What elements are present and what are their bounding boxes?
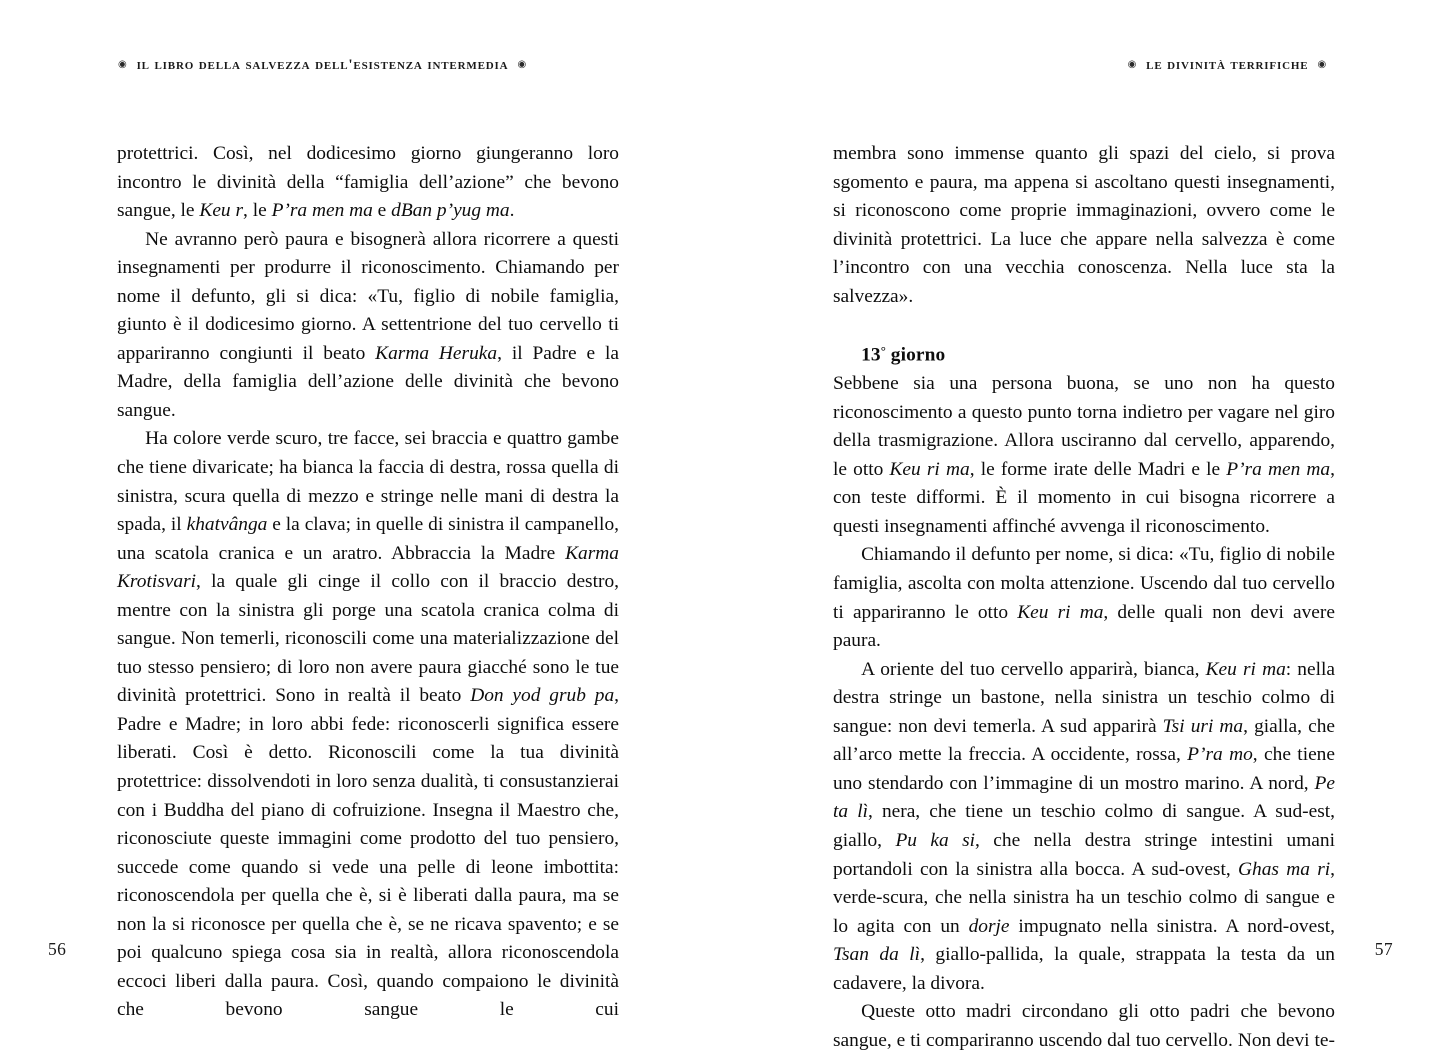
paragraph: protettrici. Così, nel dodicesimo giorno giungeranno loro incontro le divinità della “famiglia dell’azione” che bevono sangue, le Keu r, le P’ra men ma e dBan p’yug ma. [117,143,619,222]
paragraph: Ha colore verde scuro, tre facce, sei braccia e quattro gambe che tiene divaricate; ha bianca la faccia di destra, rossa quella di sinistra, scura quella di mezzo e stringe nelle mani di destra la spada, il khatvânga e la clava; in quelle di sinistra il campanello, una scatola cranica e un aratro. Abbraccia la Madre Karma Krotisvari, la quale gli cinge il collo con il braccio destro, mentre con la sinistra gli porge una scatola cranica colma di sangue. Non temerli, riconoscili come una materializzazione del tuo stesso pensiero; di loro non avere paura giacché sono le tue divinità protettrici. Sono in realtà il beato Don yod grub pa, Padre e Madre; in loro abbi fede: riconoscerli significa essere liberati. Così è detto. Riconoscili come la tua divinità protettrice: dissolvendoti in loro senza dualità, ti consustanzierai con i Buddha del piano di cofruizione. Insegna il Maestro che, riconosciute queste immagini come prodotto del tuo pensiero, succede come quando si vede una pelle di leone imbottita: riconoscendola per quella che è, si è liberati dalla paura, ma se non la si riconosce per quella che è, se ne ricava spavento; e se poi qualcuno spiega cosa sia in realtà, allora riconoscendola eccoci liberi dalla paura. Così, quando compaiono le divinità che bevono sangue le cui [117,428,619,1021]
paragraph: A oriente del tuo cervello apparirà, bianca, Keu ri ma: nella destra stringe un bastone, nella sinistra un teschio colmo di sangue: non devi temerla. A sud apparirà Tsi uri ma, gialla, che all’arco mette la freccia. A occidente, rossa, P’ra mo, che tiene uno stendardo con l’immagine di un mostro marino. A nord, Pe ta lì, nera, che tiene un teschio colmo di sangue. A sud-est, giallo, Pu ka si, che nella destra stringe intestini umani portandoli con la sinistra alla bocca. A sud-ovest, Ghas ma ri, verde-scura, che nella sinistra ha un teschio colmo di sangue e lo agita con un dorje impugnato nella sinistra. A nord-ovest, Tsan da lì, giallo-pallida, la quale, strappata la testa da un cadavere, la divora. [833,658,1336,994]
section-heading-number: 13 [861,344,881,366]
heading-spacer [833,311,1335,337]
ornament-dot-icon: ◉ [118,59,128,71]
running-head-verso [118,56,527,74]
paragraph: Ne avranno però paura e bisognerà allora ricorrere a questi insegnamenti per produrre il riconoscimento. Chiamando per nome il defunto, gli si dica: «Tu, figlio di nobile famiglia, giunto è il dodicesimo giorno. A settentrione del tuo cervello ti appariranno congiunti il beato Karma Heruka, il Padre e la Madre, della famiglia dell’azione delle divinità che bevono sangue. [117,228,620,421]
paragraph: membra sono immense quanto gli spazi del cielo, si prova sgomento e paura, ma appena si ascoltano questi insegnamenti, si riconoscono come proprie immaginazioni, ovvero come le divinità protettrici. La luce che appare nella salvezza è come l’incontro con una vecchia conoscenza. Nella luce sta la salvezza». [833,143,1335,307]
folio-recto: 57 [1374,939,1393,959]
running-head-recto [1128,56,1327,74]
running-head-verso-text: il libro della salvezza dell'esistenza intermedia [136,56,509,73]
recto-text-column [833,140,1335,1055]
degree-mark: ° [880,344,886,359]
section-heading-13-giorno [833,337,1335,370]
ornament-dot-icon: ◉ [1317,59,1327,71]
section-heading-word: giorno [890,344,946,366]
verso-text-column [117,140,619,1025]
running-head-recto-text: le divinità terrifiche [1146,56,1309,73]
ornament-dot-icon: ◉ [1127,59,1138,71]
folio-verso: 56 [48,939,67,959]
paragraph: Chiamando il defunto per nome, si dica: «Tu, figlio di nobile famiglia, ascolta con molta attenzione. Uscendo dal tuo cervello ti appariranno le otto Keu ri ma, delle quali non devi avere paura. [833,544,1335,652]
ornament-dot-icon: ◉ [517,59,527,71]
paragraph: Sebbene sia una persona buona, se uno non ha questo riconoscimento a questo punto torna indietro per vagare nel giro della trasmigrazione. Allora usciranno dal cervello, apparendo, le otto Keu ri ma, le forme irate delle Madri e le P’ra men ma, con teste difformi. È il momento in cui bisogna ricorrere a questi insegnamenti affinché avvenga il riconoscimento. [833,373,1335,537]
paragraph: Queste otto madri circondano gli otto padri che bevono sangue, e ti compariranno uscendo dal tuo cervello. Non devi te- [833,1001,1335,1051]
